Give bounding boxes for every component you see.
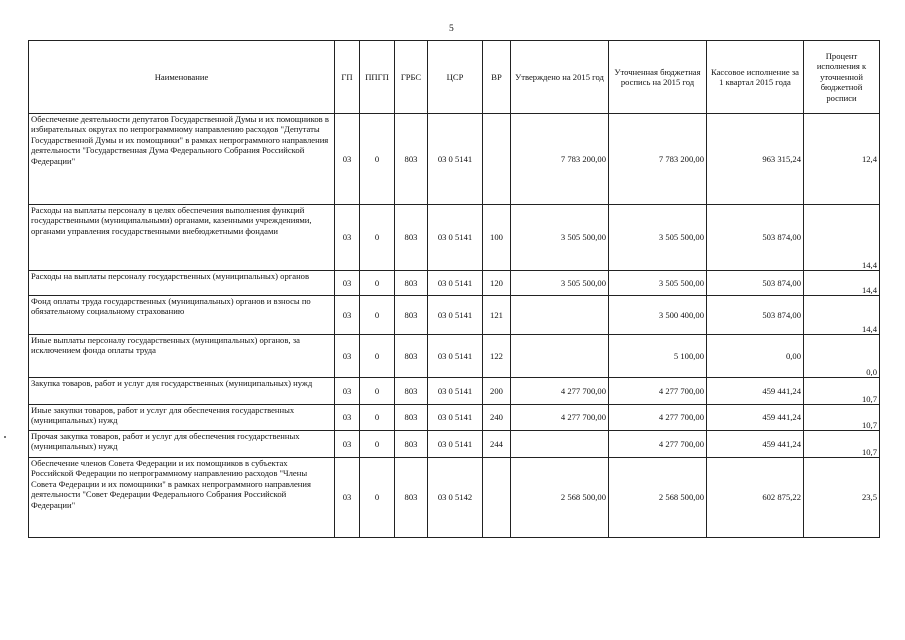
row-vr: 100 (483, 205, 511, 271)
row-vr (483, 114, 511, 205)
table-row (29, 431, 880, 458)
row-vr: 240 (483, 405, 511, 431)
row-grbs: 803 (395, 405, 428, 431)
row-gp: 03 (335, 405, 360, 431)
row-name: Обеспечение деятельности депутатов Государственной Думы и их помощников в избирательных округах по непрограммному направлению расходов "Депутаты Государственной Думы и их помощники" в рамках непрограммного направления деятельности "Государственная Дума Федерального Собрания Российской Федерации" (29, 114, 335, 205)
row-pgp: 0 (360, 378, 395, 405)
row-approved: 4 277 700,00 (511, 405, 609, 431)
row-grbs: 803 (395, 205, 428, 271)
row-pgp: 0 (360, 271, 395, 296)
row-vr: 121 (483, 296, 511, 335)
row-csr: 03 0 5141 (428, 296, 483, 335)
scan-mark (4, 436, 6, 438)
row-approved: 4 277 700,00 (511, 378, 609, 405)
row-cash: 459 441,24 (707, 405, 804, 431)
row-pgp: 0 (360, 405, 395, 431)
row-grbs: 803 (395, 114, 428, 205)
table-row (29, 296, 880, 335)
row-csr: 03 0 5142 (428, 458, 483, 538)
row-grbs: 803 (395, 335, 428, 378)
header-pgp: ППГП (360, 41, 395, 114)
budget-table (28, 40, 880, 538)
row-vr: 200 (483, 378, 511, 405)
header-grbs: ГРБС (395, 41, 428, 114)
row-grbs: 803 (395, 458, 428, 538)
row-cash: 0,00 (707, 335, 804, 378)
row-revised: 5 100,00 (609, 335, 707, 378)
row-csr: 03 0 5141 (428, 205, 483, 271)
row-name: Расходы на выплаты персоналу государственных (муниципальных) органов (29, 271, 335, 296)
row-percent: 23,5 (804, 458, 880, 538)
row-name: Расходы на выплаты персоналу в целях обеспечения выполнения функций государственными (муниципальными) органами, казенными учреждениями, органами управления государственными внебюджетными фондами (29, 205, 335, 271)
row-pgp: 0 (360, 431, 395, 458)
row-name: Прочая закупка товаров, работ и услуг для обеспечения государственных (муниципальных) нужд (29, 431, 335, 458)
row-cash: 459 441,24 (707, 378, 804, 405)
row-percent: 0,0 (804, 335, 880, 378)
row-approved (511, 335, 609, 378)
row-grbs: 803 (395, 296, 428, 335)
row-gp: 03 (335, 271, 360, 296)
row-percent: 12,4 (804, 114, 880, 205)
row-cash: 963 315,24 (707, 114, 804, 205)
row-vr: 122 (483, 335, 511, 378)
row-cash: 602 875,22 (707, 458, 804, 538)
row-grbs: 803 (395, 378, 428, 405)
table-row (29, 405, 880, 431)
row-cash: 503 874,00 (707, 296, 804, 335)
row-revised: 4 277 700,00 (609, 431, 707, 458)
row-approved: 2 568 500,00 (511, 458, 609, 538)
table-row (29, 114, 880, 205)
row-name: Обеспечение членов Совета Федерации и их помощников в субъектах Российской Федерации по непрограммному направлению расходов "Члены Совета Федерации и их помощники" в рамках непрограммного направления деятельности "Совет Федерации Федерального Собрания Российской Федерации" (29, 458, 335, 538)
row-percent: 14,4 (804, 296, 880, 335)
header-revised: Уточненная бюджетная роспись на 2015 год (609, 41, 707, 114)
header-cash: Кассовое исполнение за 1 квартал 2015 года (707, 41, 804, 114)
table-row (29, 271, 880, 296)
row-gp: 03 (335, 378, 360, 405)
header-gp: ГП (335, 41, 360, 114)
row-approved: 3 505 500,00 (511, 205, 609, 271)
table-row (29, 378, 880, 405)
header-name: Наименование (29, 41, 335, 114)
row-cash: 459 441,24 (707, 431, 804, 458)
header-approved: Утверждено на 2015 год (511, 41, 609, 114)
row-csr: 03 0 5141 (428, 335, 483, 378)
row-revised: 3 500 400,00 (609, 296, 707, 335)
row-name: Иные закупки товаров, работ и услуг для обеспечения государственных (муниципальных) нужд (29, 405, 335, 431)
row-gp: 03 (335, 114, 360, 205)
row-cash: 503 874,00 (707, 271, 804, 296)
row-gp: 03 (335, 296, 360, 335)
table-row (29, 335, 880, 378)
row-revised: 4 277 700,00 (609, 378, 707, 405)
row-percent: 14,4 (804, 271, 880, 296)
row-percent: 10,7 (804, 405, 880, 431)
row-revised: 7 783 200,00 (609, 114, 707, 205)
row-grbs: 803 (395, 431, 428, 458)
row-pgp: 0 (360, 205, 395, 271)
row-vr: 244 (483, 431, 511, 458)
row-pgp: 0 (360, 458, 395, 538)
row-percent: 10,7 (804, 378, 880, 405)
row-name: Фонд оплаты труда государственных (муниципальных) органов и взносы по обязательному социальному страхованию (29, 296, 335, 335)
row-pgp: 0 (360, 114, 395, 205)
row-csr: 03 0 5141 (428, 378, 483, 405)
row-gp: 03 (335, 335, 360, 378)
row-revised: 3 505 500,00 (609, 271, 707, 296)
row-vr (483, 458, 511, 538)
row-name: Закупка товаров, работ и услуг для государственных (муниципальных) нужд (29, 378, 335, 405)
row-gp: 03 (335, 458, 360, 538)
row-csr: 03 0 5141 (428, 114, 483, 205)
row-vr: 120 (483, 271, 511, 296)
row-csr: 03 0 5141 (428, 271, 483, 296)
page-number: 5 (449, 24, 454, 34)
row-approved (511, 431, 609, 458)
row-revised: 2 568 500,00 (609, 458, 707, 538)
row-csr: 03 0 5141 (428, 431, 483, 458)
row-pgp: 0 (360, 296, 395, 335)
table-row (29, 205, 880, 271)
row-cash: 503 874,00 (707, 205, 804, 271)
table-row (29, 458, 880, 538)
row-grbs: 803 (395, 271, 428, 296)
header-csr: ЦСР (428, 41, 483, 114)
table-header-row (29, 41, 880, 114)
row-approved (511, 296, 609, 335)
row-pgp: 0 (360, 335, 395, 378)
row-approved: 3 505 500,00 (511, 271, 609, 296)
row-percent: 14,4 (804, 205, 880, 271)
row-gp: 03 (335, 205, 360, 271)
row-gp: 03 (335, 431, 360, 458)
row-approved: 7 783 200,00 (511, 114, 609, 205)
header-vr: ВР (483, 41, 511, 114)
row-revised: 4 277 700,00 (609, 405, 707, 431)
header-percent: Процент исполнения к уточненной бюджетной росписи (804, 41, 880, 114)
row-csr: 03 0 5141 (428, 405, 483, 431)
row-percent: 10,7 (804, 431, 880, 458)
row-revised: 3 505 500,00 (609, 205, 707, 271)
row-name: Иные выплаты персоналу государственных (муниципальных) органов, за исключением фонда оплаты труда (29, 335, 335, 378)
